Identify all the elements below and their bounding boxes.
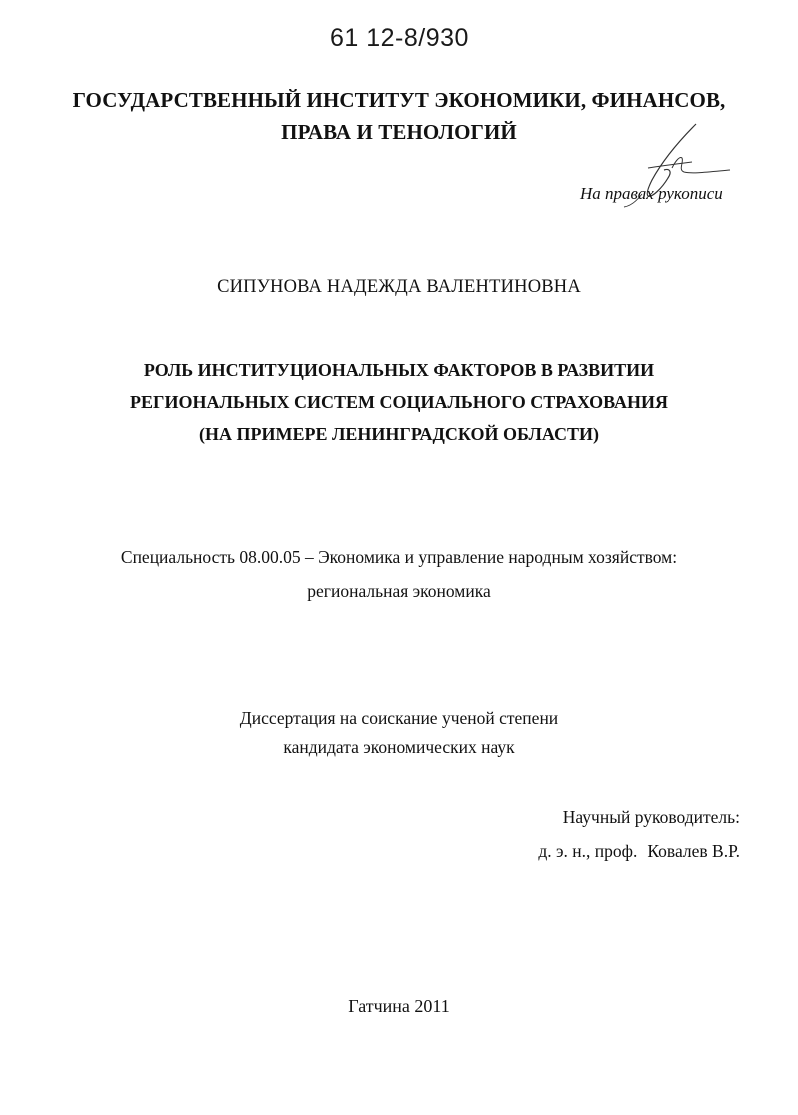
specialty-line-2: региональная экономика [307, 581, 491, 601]
supervisor-name: Ковалев В.Р. [647, 841, 740, 861]
dissertation-title [0, 354, 798, 450]
manuscript-rights-note: На правах рукописи [580, 184, 723, 203]
specialty [0, 540, 798, 608]
archive-stamp-number: 61 12-8/930 [330, 24, 469, 52]
supervisor-degree: д. э. н., проф. [538, 841, 638, 861]
scientific-supervisor [538, 800, 740, 868]
degree-line-2: кандидата экономических наук [283, 737, 515, 757]
supervisor-credentials [538, 834, 740, 868]
specialty-line-1: Специальность 08.00.05 – Экономика и управление народным хозяйством: [120, 547, 678, 567]
title-line-3: (НА ПРИМЕРЕ ЛЕНИНГРАДСКОЙ ОБЛАСТИ) [198, 424, 599, 444]
degree-line-1: Диссертация на соискание ученой степени [239, 708, 559, 728]
title-line-1: РОЛЬ ИНСТИТУЦИОНАЛЬНЫХ ФАКТОРОВ В РАЗВИТИИ [143, 360, 655, 380]
degree-statement [0, 704, 798, 762]
institute-name-line-2: ПРАВА И ТЕНОЛОГИЙ [281, 120, 517, 144]
institute-name-line-1: ГОСУДАРСТВЕННЫЙ ИНСТИТУТ ЭКОНОМИКИ, ФИНАНСОВ, [72, 88, 726, 112]
city-and-year: Гатчина 2011 [348, 996, 450, 1016]
title-line-2: РЕГИОНАЛЬНЫХ СИСТЕМ СОЦИАЛЬНОГО СТРАХОВАНИЯ [130, 392, 668, 412]
author-name: СИПУНОВА НАДЕЖДА ВАЛЕНТИНОВНА [217, 277, 581, 297]
supervisor-label: Научный руководитель: [562, 807, 740, 827]
